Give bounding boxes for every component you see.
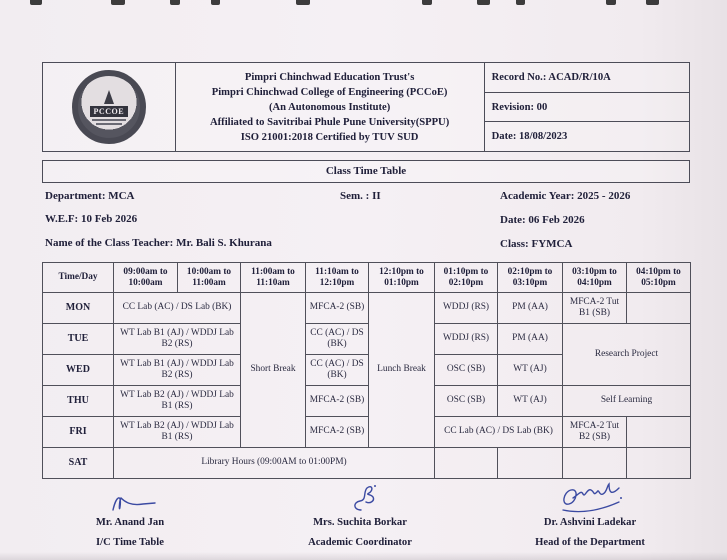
slot-cell: WT Lab B1 (AJ) / WDDJ Lab B2 (RS) (114, 324, 241, 355)
slot-cell: CC (AC) / DS (BK) (306, 324, 369, 355)
signatory-role: Head of the Department (535, 537, 645, 548)
slot-cell: WT Lab B2 (AJ) / WDDJ Lab B1 (RS) (114, 386, 241, 417)
slot-cell: WDDJ (RS) (435, 324, 498, 355)
scan-artifact (296, 0, 310, 5)
signature-icon (535, 480, 645, 516)
wef-label: W.E.F: 10 Feb 2026 (45, 213, 138, 225)
slot-cell: WT (AJ) (498, 386, 563, 417)
scan-artifact (170, 0, 180, 5)
slot-cell: MFCA-2 Tut B1 (SB) (563, 293, 627, 324)
col-header: 12:10pm to 01:10pm (369, 263, 435, 293)
slot-cell: CC (AC) / DS (BK) (306, 355, 369, 386)
scan-artifact (516, 0, 525, 5)
semester-label: Sem. : II (340, 190, 381, 202)
slot-cell: MFCA-2 Tut B2 (SB) (563, 417, 627, 448)
slot-cell: CC Lab (AC) / DS Lab (BK) (435, 417, 563, 448)
col-header: 02:10pm to 03:10pm (498, 263, 563, 293)
table-row-mon (43, 293, 691, 324)
scan-artifact (111, 0, 125, 5)
day-label: TUE (43, 324, 114, 355)
scan-bottom-shadow (0, 552, 727, 560)
page-title: Class Time Table (42, 160, 690, 183)
signatory-name: Dr. Ashvini Ladekar (543, 517, 637, 528)
table-row-fri (43, 417, 691, 448)
record-no: Record No.: ACAD/R/10A (485, 63, 689, 93)
signatory-block (495, 480, 685, 548)
scan-artifact (422, 0, 432, 5)
signatory-role: I/C Time Table (96, 537, 164, 548)
day-label: FRI (43, 417, 114, 448)
class-teacher-label: Name of the Class Teacher: Mr. Bali S. Khurana (45, 237, 272, 249)
scan-artifact (477, 0, 490, 5)
class-label: Class: FYMCA (500, 238, 573, 250)
table-row-thu (43, 386, 691, 417)
slot-cell: MFCA-2 (SB) (306, 293, 369, 324)
logo-cell (43, 63, 176, 151)
day-label: MON (43, 293, 114, 324)
table-row-tue (43, 324, 691, 355)
day-label: THU (43, 386, 114, 417)
slot-cell: WT Lab B1 (AJ) / WDDJ Lab B2 (RS) (114, 355, 241, 386)
record-date: Date: 18/08/2023 (491, 131, 568, 143)
affiliation-line: Affiliated to Savitribai Phule Pune University(SPPU) (210, 116, 450, 128)
short-break-cell: Short Break (241, 293, 306, 448)
scan-artifact (30, 0, 42, 5)
institute-name-block (176, 63, 485, 151)
col-header: 10:00am to 11:00am (178, 263, 241, 293)
slot-cell: PM (AA) (498, 293, 563, 324)
library-hours-cell: Library Hours (09:00AM to 01:00PM) (114, 448, 435, 479)
college-name: Pimpri Chinchwad College of Engineering (PCCoE) (211, 86, 448, 98)
letterhead (42, 62, 690, 152)
slot-cell: WT Lab B2 (AJ) / WDDJ Lab B1 (RS) (114, 417, 241, 448)
logo-text: PCCOE (90, 106, 129, 117)
pccoe-logo-icon (72, 70, 146, 144)
header-row (43, 263, 691, 293)
scan-artifact (211, 0, 220, 5)
slot-cell: OSC (SB) (435, 386, 498, 417)
col-header: 11:10am to 12:10pm (306, 263, 369, 293)
col-header: 01:10pm to 02:10pm (435, 263, 498, 293)
col-header: 03:10pm to 04:10pm (563, 263, 627, 293)
autonomous-line: (An Autonomous Institute) (268, 101, 391, 113)
slot-cell: MFCA-2 (SB) (306, 386, 369, 417)
scan-artifact (646, 0, 659, 5)
timetable (42, 262, 691, 479)
academic-year-label: Academic Year: 2025 - 2026 (500, 190, 631, 202)
signatory-name: Mrs. Suchita Borkar (313, 517, 407, 528)
col-header: 09:00am to 10:00am (114, 263, 178, 293)
slot-cell: MFCA-2 (SB) (306, 417, 369, 448)
col-header: 11:00am to 11:10am (241, 263, 306, 293)
slot-cell: CC Lab (AC) / DS Lab (BK) (114, 293, 241, 324)
slot-cell: PM (AA) (498, 324, 563, 355)
slot-cell: OSC (SB) (435, 355, 498, 386)
slot-cell: WT (AJ) (498, 355, 563, 386)
signatory-role: Academic Coordinator (308, 537, 412, 548)
table-row-sat (43, 448, 691, 479)
day-label: WED (43, 355, 114, 386)
empty-cell (563, 448, 627, 479)
day-label: SAT (43, 448, 114, 479)
trust-name: Pimpri Chinchwad Education Trust's (244, 71, 415, 83)
date-label: Date: 06 Feb 2026 (500, 214, 585, 226)
slot-cell: Self Learning (563, 386, 691, 417)
signature-icon (85, 488, 175, 516)
scan-artifact (606, 0, 616, 5)
lunch-break-cell: Lunch Break (369, 293, 435, 448)
slot-cell: WDDJ (RS) (435, 293, 498, 324)
slot-cell: Research Project (563, 324, 691, 386)
empty-cell (627, 417, 691, 448)
empty-cell (627, 293, 691, 324)
logo-tower-icon (104, 90, 114, 104)
signatory-block (35, 488, 225, 548)
col-header: Time/Day (43, 263, 114, 293)
revision: Revision: 00 (485, 93, 689, 123)
record-block (485, 63, 689, 151)
empty-cell (498, 448, 563, 479)
empty-cell (627, 448, 691, 479)
signatory-name: Mr. Anand Jan (95, 517, 165, 528)
iso-line: ISO 21001:2018 Certified by TUV SUD (240, 131, 419, 143)
col-header: 04:10pm to 05:10pm (627, 263, 691, 293)
department-label: Department: MCA (45, 190, 135, 202)
signature-icon (315, 482, 405, 516)
empty-cell (435, 448, 498, 479)
signatory-block (265, 482, 455, 548)
